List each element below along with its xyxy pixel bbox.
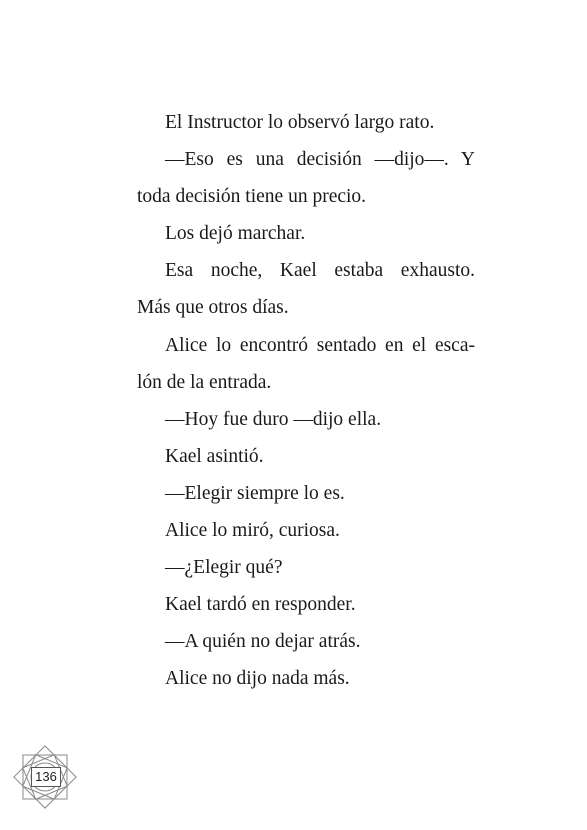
body-text — [137, 104, 475, 698]
text-line: Kael tardó en responder. — [165, 594, 356, 616]
text-line: Kael asintió. — [165, 445, 264, 467]
paragraph — [137, 512, 475, 549]
text-line: Alice lo encontró sentado en el esca- — [165, 334, 475, 356]
text-line: Más que otros días. — [137, 297, 289, 319]
text-line: Alice lo miró, curiosa. — [165, 520, 340, 542]
text-line: —¿Elegir qué? — [165, 557, 283, 579]
paragraph — [137, 215, 475, 252]
text-line: —Elegir siempre lo es. — [165, 482, 345, 504]
paragraph — [137, 660, 475, 697]
paragraph — [137, 327, 475, 401]
text-line: lón de la entrada. — [137, 371, 272, 393]
paragraph — [137, 549, 475, 586]
text-line: toda decisión tiene un precio. — [137, 186, 367, 208]
page-number: 136 — [31, 767, 61, 787]
text-line: El Instructor lo observó largo rato. — [165, 112, 435, 133]
text-line: —A quién no dejar atrás. — [165, 631, 361, 653]
paragraph — [137, 104, 475, 141]
paragraph — [137, 401, 475, 438]
text-line: Alice no dijo nada más. — [165, 668, 350, 690]
text-line: Los dejó marchar. — [165, 223, 306, 245]
paragraph — [137, 623, 475, 660]
text-line: —Eso es una decisión —dijo—. Y — [165, 149, 475, 171]
paragraph — [137, 586, 475, 623]
text-line: —Hoy fue duro —dijo ella. — [165, 408, 382, 430]
paragraph — [137, 252, 475, 326]
paragraph — [137, 438, 475, 475]
paragraph — [137, 141, 475, 215]
text-line: Esa noche, Kael estaba exhausto. — [165, 260, 475, 282]
paragraph — [137, 475, 475, 512]
